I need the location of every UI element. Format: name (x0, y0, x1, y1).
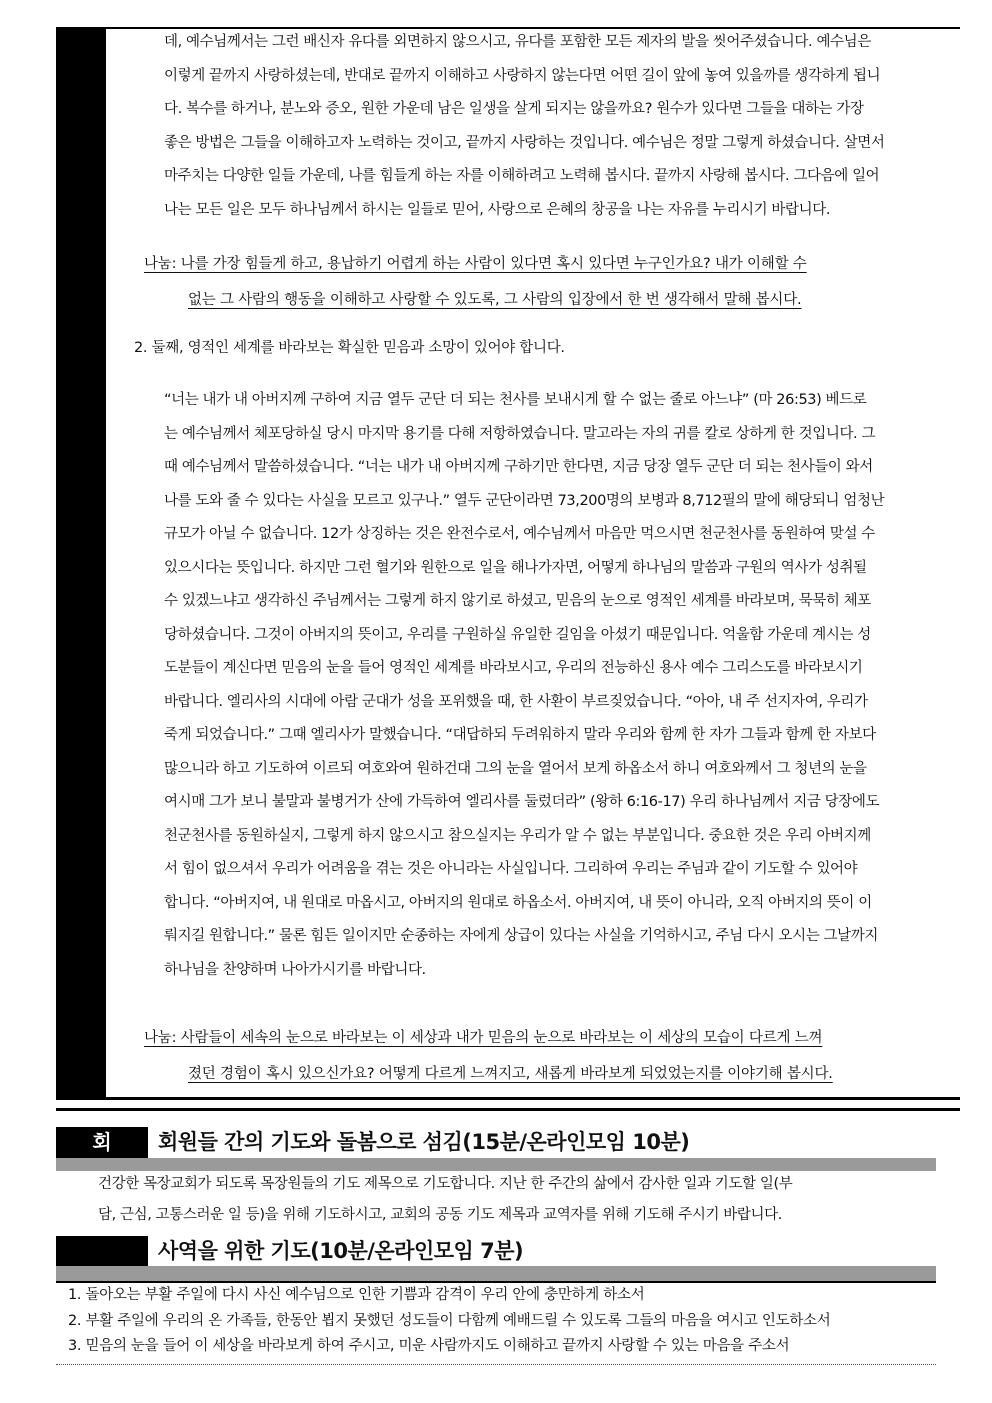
text-line: 는 예수님께서 체포당하실 당시 마지막 용기를 다해 저항하였습니다. 말고라는 자의 귀를 칼로 상하게 한 것입니다. 그 (164, 425, 876, 442)
text-line: 여시매 그가 보니 불말과 불병거가 산에 가득하여 엘리사를 둘렀더라” (왕하 6:16-17) 우리 하나님께서 지금 당장에도 (164, 794, 880, 810)
text-line: 때 예수님께서 말씀하셨습니다. “너는 내가 내 아버지께 구하기만 한다면, 지금 당장 열두 군단 더 되는 천사들이 와서 (164, 459, 873, 475)
text-line: 나는 모든 일은 모두 하나님께서 하시는 일들로 믿어, 사랑으로 은혜의 창공을 나는 자유를 누리시기 바랍니다. (164, 201, 831, 218)
text-line: 당하셨습니다. 그것이 아버지의 뜻이고, 우리를 구원하실 유일한 길임을 아셨기 때문입니다. 억울함 가운데 계시는 성 (164, 626, 871, 643)
text-line: 규모가 아닐 수 없습니다. 12가 상징하는 것은 완전수로서, 예수님께서 마음만 먹으시면 천군천사를 동원하여 맞설 수 (164, 526, 875, 542)
text-line: 마주치는 다양한 일들 가운데, 나를 힘들게 하는 자를 이해하려고 노력해 봅시다. 끝까지 사랑해 봅시다. 그다음에 일어 (164, 168, 880, 184)
care-section-header (56, 1127, 960, 1171)
sharing-line: 없는 그 사람의 행동을 이해하고 사랑할 수 있도록, 그 사람의 입장에서 한 번 생각해서 말해 봅시다. (188, 292, 802, 308)
sermon-paragraph-2 (164, 384, 958, 987)
prayer-item: 2. 부활 주일에 우리의 온 가족들, 한동안 뵙지 못했던 성도들이 다함께 예배드릴 수 있도록 그들의 마음을 여시고 인도하소서 (68, 1312, 831, 1329)
sermon-paragraph-1 (164, 26, 958, 227)
dotted-divider (56, 1364, 936, 1365)
text-line: 뤄지길 원합니다.” 물론 힘든 일이지만 순종하는 자에게 상급이 있다는 사실을 기억하시고, 주님 다시 오시는 그날까지 (164, 928, 878, 944)
section-badge (56, 1236, 148, 1266)
point-2-heading: 2. 둘째, 영적인 세계를 바라보는 확실한 믿음과 소망이 있어야 합니다. (134, 340, 565, 356)
text-line: 천군천사를 동원하실지, 그렇게 하지 않으시고 참으실지는 우리가 알 수 없는 부분입니다. 중요한 것은 우리 아버지께 (164, 827, 871, 844)
text-line: “너는 내가 내 아버지께 구하여 지금 열두 군단 더 되는 천사를 보내시게 할 수 없는 줄로 아느냐” (마 26:53) 베드로 (164, 392, 867, 408)
ministry-prayer-section-header (56, 1236, 960, 1282)
ministry-prayer-list (56, 1281, 936, 1360)
text-line: 나를 도와 줄 수 있다는 사실을 모르고 있구나.” 열두 군단이라면 73,200명의 보병과 8,712필의 말에 해당되니 엄청난 (164, 492, 885, 509)
text-line: 도분들이 계신다면 믿음의 눈을 들어 영적인 세계를 바라보시고, 우리의 전능하신 용사 예수 그리스도를 바라보시기 (164, 660, 863, 676)
section-badge: 회 (56, 1127, 148, 1158)
text-line: 좋은 방법은 그들을 이해하고자 노력하는 것이고, 끝까지 사랑하는 것입니다. 예수님은 정말 그렇게 하셨습니다. 살면서 (164, 134, 885, 151)
sharing-line: 나눔: 나를 가장 힘들게 하고, 용납하기 어렵게 하는 사람이 있다면 혹시 있다면 누구인가요? 내가 이해할 수 (144, 256, 807, 272)
text-line: 다. 복수를 하거나, 분노와 증오, 원한 가운데 남은 일생을 살게 되지는 않을까요? 원수가 있다면 그들을 대하는 가장 (164, 101, 864, 117)
left-black-bar (56, 27, 106, 1099)
text-line: 이렇게 끝까지 사랑하셨는데, 반대로 끝까지 이해하고 사랑하지 않는다면 어떤 길이 앞에 놓여 있을까를 생각하게 됩니 (164, 67, 881, 84)
text-line: 수 있겠느냐고 생각하신 주님께서는 그렇게 하지 않기로 하셨고, 믿음의 눈으로 영적인 세계를 바라보며, 묵묵히 체포 (164, 593, 871, 609)
text-line: 하나님을 찬양하며 나아가시기를 바랍니다. (164, 961, 426, 978)
sharing-line: 졌던 경험이 혹시 있으신가요? 어떻게 다르게 느껴지고, 새롭게 바라보게 되었었는지를 이야기해 봅시다. (188, 1066, 833, 1082)
text-line: 죽게 되었습니다.” 그때 엘리사가 말했습니다. “대답하되 두려워하지 말라 우리와 함께 한 자가 그들과 함께 한 자보다 (164, 727, 876, 743)
section-title: 회원들 간의 기도와 돌봄으로 섬김(15분/온라인모임 10분) (158, 1130, 690, 1154)
text-line: 담, 근심, 고통스러운 일 등)을 위해 기도하시고, 교회의 공동 기도 제목과 교역자를 위해 기도해 주시기 바랍니다. (98, 1207, 782, 1223)
text-line: 있으시다는 뜻입니다. 하지만 그런 혈기와 원한으로 일을 해나가자면, 어떻게 하나님의 말씀과 구원의 역사가 성취될 (164, 559, 867, 576)
text-line: 합니다. “아버지여, 내 원대로 마옵시고, 아버지의 원대로 하옵소서. 아버지여, 내 뜻이 아니라, 오직 아버지의 뜻이 이 (164, 894, 872, 911)
text-line: 서 힘이 없으셔서 우리가 어려움을 겪는 것은 아니라는 사실입니다. 그리하여 우리는 주님과 같이 기도할 수 있어야 (164, 861, 858, 877)
sharing-question-2 (144, 1020, 958, 1092)
prayer-item: 3. 믿음의 눈을 들어 이 세상을 바라보게 하여 주시고, 미운 사람까지도 이해하고 끝까지 사랑할 수 있는 마음을 주소서 (68, 1338, 790, 1354)
text-line: 바랍니다. 엘리사의 시대에 아람 군대가 성을 포위했을 때, 한 사환이 부르짖었습니다. “아아, 내 주 선지자여, 우리가 (164, 693, 868, 710)
text-line: 건강한 목장교회가 되도록 목장원들의 기도 제목으로 기도합니다. 지난 한 주간의 삶에서 감사한 일과 기도할 일(부 (98, 1176, 793, 1192)
text-line: 데, 예수님께서는 그런 배신자 유다를 외면하지 않으시고, 유다를 포함한 모든 제자의 발을 씻어주셨습니다. 예수님은 (164, 34, 871, 50)
text-line: 많으니라 하고 기도하여 이르되 여호와여 원하건대 그의 눈을 열어서 보게 하옵소서 하니 여호와께서 그 청년의 눈을 (164, 760, 867, 777)
section-divider (56, 1108, 960, 1111)
gray-band (56, 1266, 936, 1281)
sharing-line: 나눔: 사람들이 세속의 눈으로 바라보는 이 세상과 내가 믿음의 눈으로 바라보는 이 세상의 모습이 다르게 느껴 (144, 1030, 823, 1046)
section-bottom-border (56, 1097, 960, 1100)
sharing-question-1 (144, 246, 958, 318)
care-section-body (98, 1169, 792, 1231)
section-title: 사역을 위한 기도(10분/온라인모임 7분) (158, 1239, 524, 1263)
prayer-item: 1. 돌아오는 부활 주일에 다시 사신 예수님으로 인한 기쁨과 감격이 우리 안에 충만하게 하소서 (68, 1287, 645, 1303)
